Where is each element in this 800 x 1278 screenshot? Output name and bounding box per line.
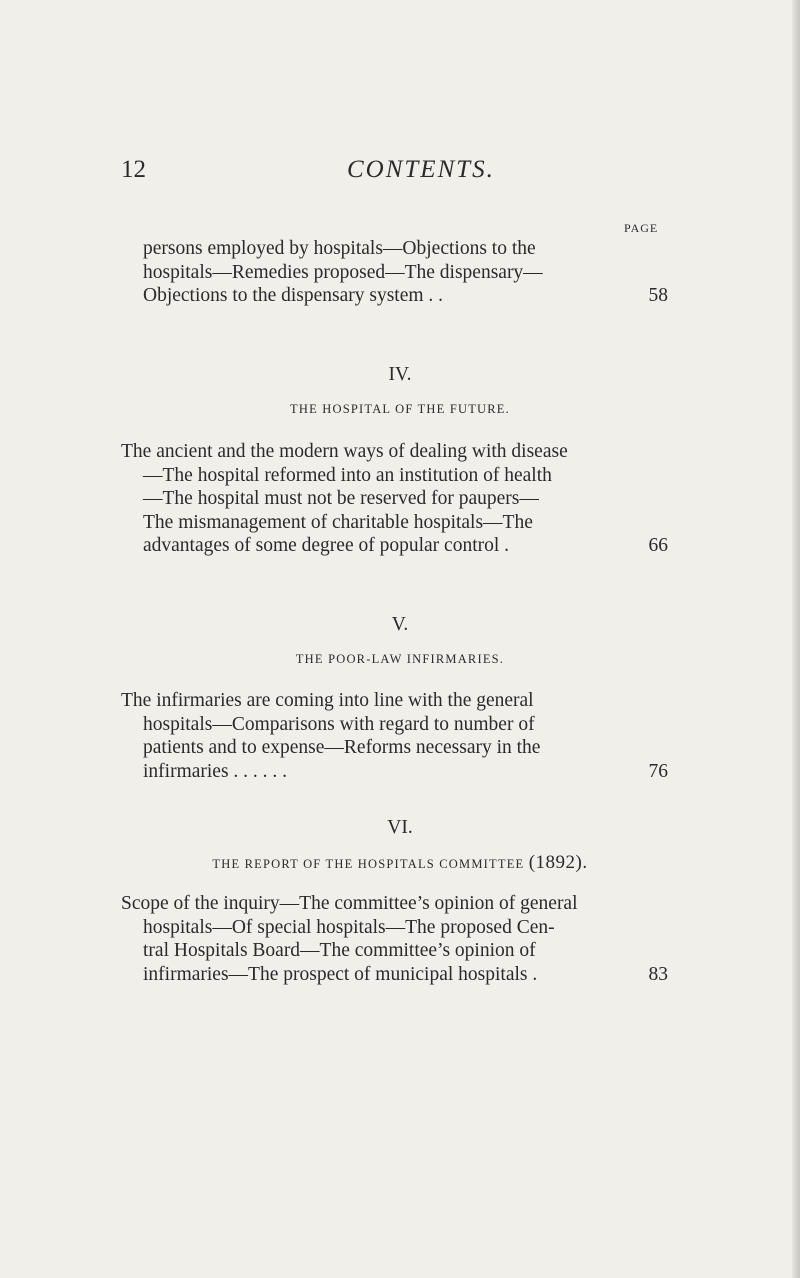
page-column-label: PAGE	[624, 221, 659, 235]
entry-page-number: 58	[648, 285, 668, 306]
entry-line: infirmaries . . . . . .	[143, 760, 288, 782]
entry-line: Scope of the inquiry—The committee’s opinion of general	[121, 893, 578, 914]
contents-entry	[121, 892, 667, 986]
entry-line: persons employed by hospitals—Objections to the	[143, 238, 536, 259]
entry-line: —The hospital reformed into an institution of health	[143, 464, 552, 486]
entry-line: —The hospital must not be reserved for paupers—	[143, 488, 539, 509]
entry-text	[121, 892, 667, 986]
entry-text	[121, 237, 667, 308]
entry-line: Objections to the dispensary system . .	[143, 285, 444, 306]
entry-line: advantages of some degree of popular control .	[143, 535, 510, 556]
section-title-year: (1892).	[528, 852, 588, 873]
entry-line: hospitals—Of special hospitals—The proposed Cen-	[143, 916, 555, 938]
page-edge	[792, 0, 800, 1278]
section-number: VI.	[387, 817, 413, 838]
page-header	[121, 156, 661, 192]
section-number: V.	[391, 614, 409, 635]
section-title: THE HOSPITAL OF THE FUTURE.	[290, 402, 510, 416]
entry-line: patients and to expense—Reforms necessary in the	[143, 737, 541, 758]
entry-line: infirmaries—The prospect of municipal hospitals .	[143, 963, 538, 985]
section-title	[0, 852, 800, 874]
contents-entry	[121, 689, 667, 783]
entry-page-number: 66	[648, 535, 668, 556]
page-number: 12	[121, 156, 146, 183]
section-title: THE POOR-LAW INFIRMARIES.	[295, 652, 505, 666]
contents-entry	[121, 440, 667, 558]
section-title-text: THE REPORT OF THE HOSPITALS COMMITTEE	[212, 857, 525, 871]
running-title: CONTENTS.	[347, 156, 495, 183]
entry-line: hospitals—Remedies proposed—The dispensary—	[143, 261, 543, 283]
entry-line: hospitals—Comparisons with regard to number of	[143, 713, 535, 735]
entry-page-number: 83	[648, 963, 668, 985]
entry-page-number: 76	[648, 760, 668, 782]
entry-text	[121, 440, 667, 558]
entry-text	[121, 689, 667, 783]
entry-line: The ancient and the modern ways of dealing with disease	[121, 441, 568, 462]
entry-line: The infirmaries are coming into line with the general	[121, 690, 534, 711]
contents-entry	[121, 237, 667, 308]
section-number: IV.	[388, 364, 412, 385]
entry-line: tral Hospitals Board—The committee’s opinion of	[143, 940, 536, 961]
entry-line: The mismanagement of charitable hospitals—The	[143, 511, 533, 533]
